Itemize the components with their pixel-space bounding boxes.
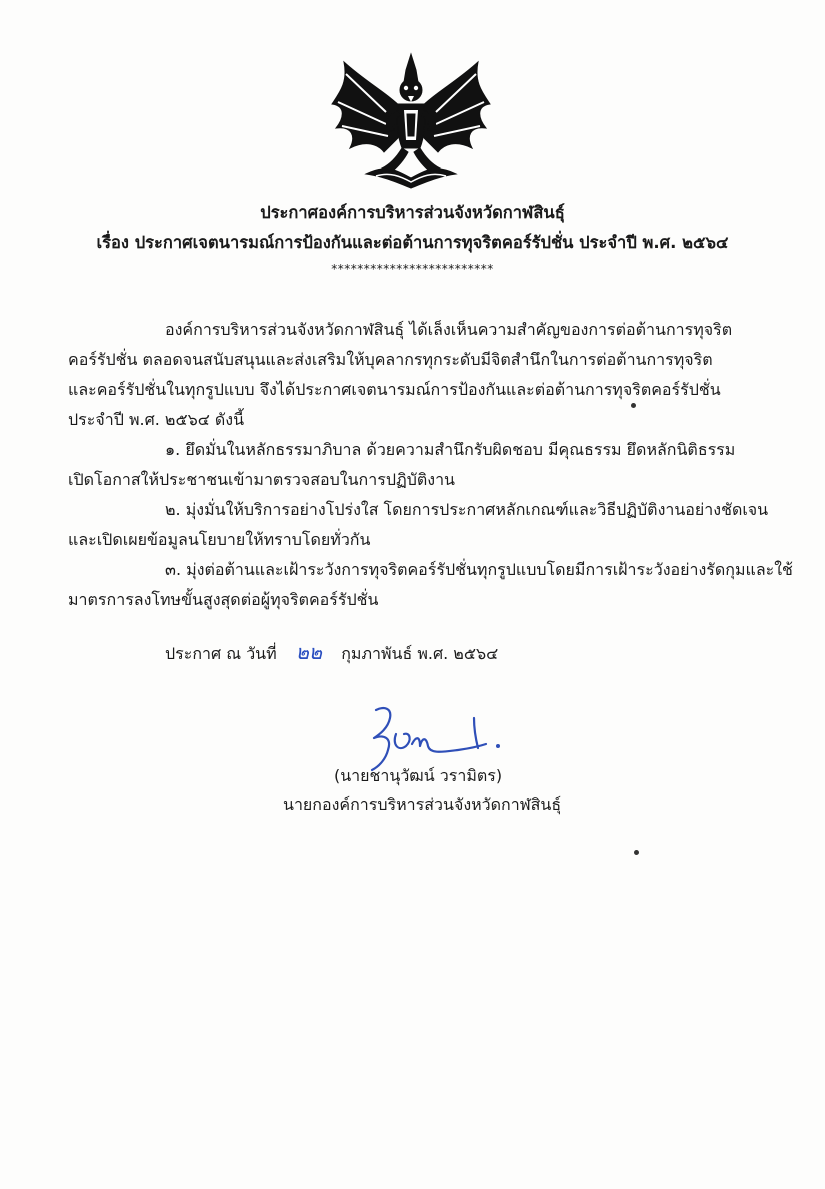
item-3-line-1: ๓. มุ่งต่อต้านและเฝ้าระวังการทุจริตคอร์รัปชั่นทุกรูปแบบโดยมีการเฝ้าระวังอย่างรัดกุมและใช้ bbox=[165, 560, 793, 579]
garuda-emblem bbox=[326, 52, 496, 190]
intro-line-2: คอร์รัปชั่น ตลอดจนสนับสนุนและส่งเสริมให้บุคลากรทุกระดับมีจิตสำนึกในการต่อต้านการทุจริต bbox=[68, 350, 713, 369]
handwritten-day: ๒๒ bbox=[295, 640, 323, 664]
scan-speck bbox=[631, 403, 636, 408]
announcement-subject: เรื่อง ประกาศเจตนารมณ์การป้องกันและต่อต้านการทุจริตคอร์รัปชั่น ประจำปี พ.ศ. ๒๕๖๔ bbox=[96, 233, 729, 252]
item-3-line-2: มาตรการลงโทษขั้นสูงสุดต่อผู้ทุจริตคอร์รัปชั่น bbox=[68, 590, 379, 609]
item-2-line-1: ๒. มุ่งมั่นให้บริการอย่างโปร่งใส โดยการประกาศหลักเกณฑ์และวิธีปฏิบัติงานอย่างชัดเจน bbox=[165, 500, 769, 519]
scan-speck bbox=[634, 850, 639, 855]
date-prefix: ประกาศ ณ วันที่ bbox=[165, 644, 277, 663]
intro-line-3: และคอร์รัปชั่นในทุกรูปแบบ จึงได้ประกาศเจตนารมณ์การป้องกันและต่อต้านการทุจริตคอร์รัปชั่น bbox=[68, 380, 721, 399]
intro-line-1: องค์การบริหารส่วนจังหวัดกาฬสินธุ์ ได้เล็งเห็นความสำคัญของการต่อต้านการทุจริต bbox=[165, 320, 733, 339]
date-suffix: กุมภาพันธ์ พ.ศ. ๒๕๖๔ bbox=[341, 644, 499, 663]
announcement-date bbox=[165, 636, 498, 668]
item-1-line-1: ๑. ยึดมั่นในหลักธรรมาภิบาล ด้วยความสำนึกรับผิดชอบ มีคุณธรรม ยึดหลักนิติธรรม bbox=[165, 440, 736, 459]
intro-line-4: ประจำปี พ.ศ. ๒๕๖๔ ดังนี้ bbox=[68, 410, 245, 429]
separator-line: ************************* bbox=[331, 262, 494, 276]
announcement-title: ประกาศองค์การบริหารส่วนจังหวัดกาฬสินธุ์ bbox=[260, 203, 565, 222]
signatory-position: นายกองค์การบริหารส่วนจังหวัดกาฬสินธุ์ bbox=[283, 795, 562, 814]
item-2-line-2: และเปิดเผยข้อมูลนโยบายให้ทราบโดยทั่วกัน bbox=[68, 530, 371, 549]
signatory-name: (นายชานุวัฒน์ วรามิตร) bbox=[334, 766, 503, 785]
item-1-line-2: เปิดโอกาสให้ประชาชนเข้ามาตรวจสอบในการปฏิบัติงาน bbox=[68, 470, 455, 489]
